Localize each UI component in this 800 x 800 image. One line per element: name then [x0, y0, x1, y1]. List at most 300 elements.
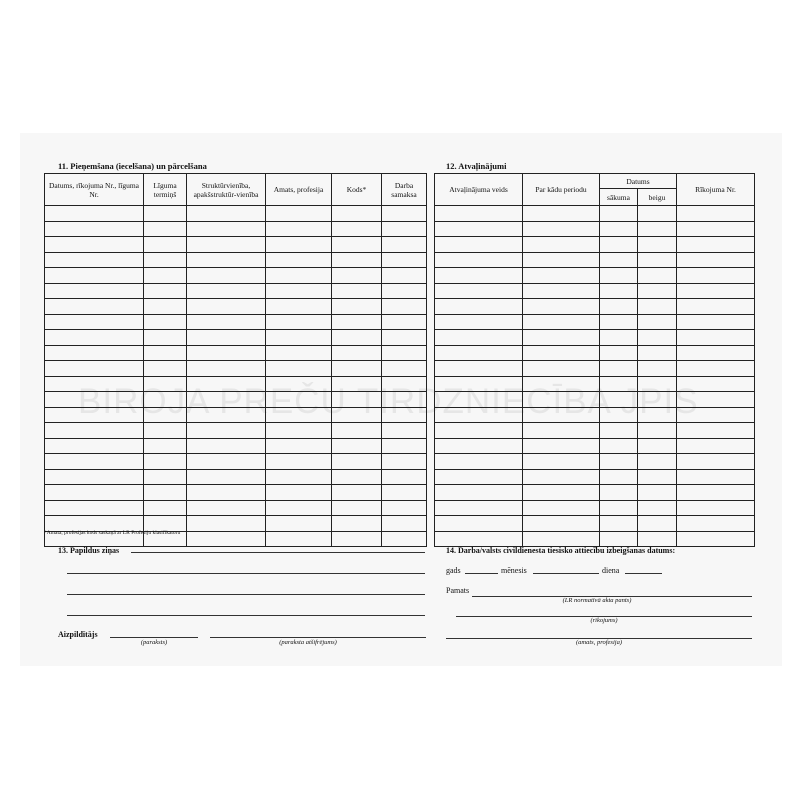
employment-cell[interactable]	[187, 469, 266, 485]
employment-cell[interactable]	[187, 407, 266, 423]
employment-cell[interactable]	[332, 454, 382, 470]
employment-cell[interactable]	[332, 407, 382, 423]
leave-cell[interactable]	[638, 469, 677, 485]
leave-row	[435, 299, 755, 315]
employment-cell[interactable]	[144, 330, 187, 346]
leave-cell[interactable]	[523, 407, 600, 423]
header-start: sākuma	[600, 189, 638, 206]
employment-cell[interactable]	[382, 268, 427, 284]
employment-cell[interactable]	[266, 345, 332, 361]
leave-cell[interactable]	[435, 283, 523, 299]
leave-cell[interactable]	[638, 407, 677, 423]
leave-cell[interactable]	[600, 206, 638, 222]
leave-cell[interactable]	[677, 469, 755, 485]
employment-cell[interactable]	[382, 423, 427, 439]
employment-cell[interactable]	[266, 206, 332, 222]
employment-row	[45, 485, 427, 501]
leave-cell[interactable]	[600, 392, 638, 408]
leave-cell[interactable]	[677, 438, 755, 454]
section-11-rows	[45, 206, 427, 547]
employment-cell[interactable]	[382, 314, 427, 330]
employment-cell[interactable]	[45, 485, 144, 501]
employment-row	[45, 221, 427, 237]
leave-cell[interactable]	[677, 392, 755, 408]
leave-cell[interactable]	[638, 237, 677, 253]
leave-cell[interactable]	[435, 438, 523, 454]
employment-cell[interactable]	[332, 531, 382, 547]
employment-cell[interactable]	[45, 423, 144, 439]
leave-cell[interactable]	[677, 345, 755, 361]
employment-cell[interactable]	[266, 283, 332, 299]
leave-cell[interactable]	[600, 438, 638, 454]
leave-cell[interactable]	[638, 485, 677, 501]
employment-cell[interactable]	[382, 500, 427, 516]
employment-cell[interactable]	[332, 500, 382, 516]
leave-cell[interactable]	[677, 531, 755, 547]
employment-row	[45, 206, 427, 222]
leave-cell[interactable]	[677, 314, 755, 330]
leave-cell[interactable]	[435, 206, 523, 222]
leave-cell[interactable]	[435, 423, 523, 439]
month-label: mēnesis	[501, 566, 527, 575]
employment-row	[45, 438, 427, 454]
header-period: Par kādu periodu	[523, 174, 600, 206]
leave-cell[interactable]	[435, 376, 523, 392]
employment-cell[interactable]	[266, 407, 332, 423]
leave-cell[interactable]	[435, 500, 523, 516]
leave-cell[interactable]	[638, 392, 677, 408]
employment-cell[interactable]	[332, 469, 382, 485]
employment-cell[interactable]	[382, 221, 427, 237]
leave-cell[interactable]	[677, 500, 755, 516]
employment-cell[interactable]	[187, 531, 266, 547]
leave-cell[interactable]	[435, 252, 523, 268]
leave-cell[interactable]	[638, 221, 677, 237]
employment-cell[interactable]	[187, 516, 266, 532]
month-line[interactable]	[533, 573, 599, 574]
employment-cell[interactable]	[266, 361, 332, 377]
leave-cell[interactable]	[677, 361, 755, 377]
leave-cell[interactable]	[523, 392, 600, 408]
employment-cell[interactable]	[382, 330, 427, 346]
employment-cell[interactable]	[45, 299, 144, 315]
leave-cell[interactable]	[677, 206, 755, 222]
employment-cell[interactable]	[45, 221, 144, 237]
leave-cell[interactable]	[638, 423, 677, 439]
employment-cell[interactable]	[266, 221, 332, 237]
leave-cell[interactable]	[600, 221, 638, 237]
employment-cell[interactable]	[45, 500, 144, 516]
leave-cell[interactable]	[523, 330, 600, 346]
employment-cell[interactable]	[332, 361, 382, 377]
leave-cell[interactable]	[638, 361, 677, 377]
leave-cell[interactable]	[677, 454, 755, 470]
employment-cell[interactable]	[266, 500, 332, 516]
leave-cell[interactable]	[600, 423, 638, 439]
leave-cell[interactable]	[600, 314, 638, 330]
leave-cell[interactable]	[638, 330, 677, 346]
leave-cell[interactable]	[677, 283, 755, 299]
employment-cell[interactable]	[332, 485, 382, 501]
act-caption: (LR normatīvā akta pants)	[562, 597, 632, 604]
employment-cell[interactable]	[266, 438, 332, 454]
employment-cell[interactable]	[187, 237, 266, 253]
leave-cell[interactable]	[435, 407, 523, 423]
leave-cell[interactable]	[523, 268, 600, 284]
leave-cell[interactable]	[638, 252, 677, 268]
additional-info-line-2[interactable]	[67, 573, 425, 574]
employment-cell[interactable]	[144, 407, 187, 423]
employment-cell[interactable]	[144, 268, 187, 284]
leave-cell[interactable]	[677, 423, 755, 439]
employment-cell[interactable]	[144, 314, 187, 330]
employment-row	[45, 237, 427, 253]
leave-cell[interactable]	[638, 516, 677, 532]
leave-cell[interactable]	[523, 376, 600, 392]
order-caption: (rīkojums)	[590, 617, 618, 624]
leave-cell[interactable]	[677, 221, 755, 237]
employment-cell[interactable]	[382, 454, 427, 470]
leave-cell[interactable]	[638, 299, 677, 315]
leave-cell[interactable]	[435, 531, 523, 547]
employment-cell[interactable]	[382, 299, 427, 315]
employment-cell[interactable]	[187, 314, 266, 330]
leave-cell[interactable]	[523, 237, 600, 253]
leave-cell[interactable]	[600, 252, 638, 268]
employment-cell[interactable]	[266, 268, 332, 284]
leave-cell[interactable]	[638, 454, 677, 470]
employment-cell[interactable]	[266, 454, 332, 470]
additional-info-line-1[interactable]	[131, 552, 425, 553]
employment-cell[interactable]	[187, 283, 266, 299]
leave-row	[435, 485, 755, 501]
employment-cell[interactable]	[266, 531, 332, 547]
leave-cell[interactable]	[523, 283, 600, 299]
leave-cell[interactable]	[677, 485, 755, 501]
employment-cell[interactable]	[382, 237, 427, 253]
header-date: Datums, rīkojuma Nr., līguma Nr.	[45, 174, 144, 206]
employment-cell[interactable]	[187, 268, 266, 284]
leave-cell[interactable]	[435, 345, 523, 361]
employment-cell[interactable]	[382, 206, 427, 222]
leave-cell[interactable]	[600, 376, 638, 392]
employment-row	[45, 500, 427, 516]
employment-cell[interactable]	[144, 516, 187, 532]
employment-cell[interactable]	[187, 361, 266, 377]
leave-row	[435, 423, 755, 439]
employment-cell[interactable]	[45, 438, 144, 454]
employment-cell[interactable]	[187, 345, 266, 361]
employment-cell[interactable]	[266, 392, 332, 408]
leave-cell[interactable]	[523, 252, 600, 268]
employment-cell[interactable]	[144, 361, 187, 377]
position-caption: (amats, profesija)	[576, 639, 622, 646]
header-position: Amats, profesija	[266, 174, 332, 206]
employment-cell[interactable]	[332, 438, 382, 454]
leave-row	[435, 330, 755, 346]
leave-cell[interactable]	[638, 268, 677, 284]
leave-cell[interactable]	[523, 500, 600, 516]
leave-cell[interactable]	[435, 454, 523, 470]
leave-cell[interactable]	[523, 516, 600, 532]
employment-cell[interactable]	[332, 392, 382, 408]
employment-row	[45, 314, 427, 330]
employment-row	[45, 376, 427, 392]
employment-cell[interactable]	[266, 423, 332, 439]
employment-cell[interactable]	[187, 330, 266, 346]
leave-row	[435, 206, 755, 222]
leave-cell[interactable]	[523, 206, 600, 222]
employment-cell[interactable]	[382, 345, 427, 361]
employment-cell[interactable]	[45, 268, 144, 284]
leave-cell[interactable]	[600, 516, 638, 532]
leave-row	[435, 500, 755, 516]
signature-line[interactable]	[110, 637, 198, 638]
leave-row	[435, 221, 755, 237]
employment-cell[interactable]	[45, 345, 144, 361]
employment-cell[interactable]	[187, 423, 266, 439]
leave-cell[interactable]	[435, 268, 523, 284]
header-unit: Struktūrvienība, apakšstruktūr-vienība	[187, 174, 266, 206]
employment-cell[interactable]	[144, 237, 187, 253]
leave-cell[interactable]	[677, 407, 755, 423]
leave-row	[435, 314, 755, 330]
leave-cell[interactable]	[677, 237, 755, 253]
employment-cell[interactable]	[382, 485, 427, 501]
leave-row	[435, 268, 755, 284]
leave-row	[435, 283, 755, 299]
leave-cell[interactable]	[523, 314, 600, 330]
year-line[interactable]	[465, 573, 498, 574]
employment-cell[interactable]	[45, 376, 144, 392]
employment-cell[interactable]	[45, 237, 144, 253]
leave-cell[interactable]	[638, 206, 677, 222]
employment-cell[interactable]	[266, 237, 332, 253]
leave-cell[interactable]	[523, 438, 600, 454]
header-pay: Darba samaksa	[382, 174, 427, 206]
employment-cell[interactable]	[332, 206, 382, 222]
employment-cell[interactable]	[187, 206, 266, 222]
employment-cell[interactable]	[187, 252, 266, 268]
leave-cell[interactable]	[677, 330, 755, 346]
additional-info-line-4[interactable]	[67, 615, 425, 616]
leave-cell[interactable]	[600, 500, 638, 516]
employment-cell[interactable]	[382, 361, 427, 377]
employment-cell[interactable]	[266, 330, 332, 346]
leave-cell[interactable]	[600, 268, 638, 284]
leave-cell[interactable]	[677, 268, 755, 284]
employment-cell[interactable]	[144, 376, 187, 392]
leave-cell[interactable]	[523, 485, 600, 501]
employment-cell[interactable]	[45, 252, 144, 268]
employment-cell[interactable]	[45, 392, 144, 408]
employment-cell[interactable]	[266, 314, 332, 330]
employment-cell[interactable]	[45, 283, 144, 299]
leave-cell[interactable]	[638, 531, 677, 547]
employment-cell[interactable]	[45, 330, 144, 346]
leave-cell[interactable]	[600, 345, 638, 361]
employment-cell[interactable]	[266, 469, 332, 485]
section-12-rows	[435, 206, 755, 547]
leave-cell[interactable]	[600, 469, 638, 485]
employment-row	[45, 516, 427, 532]
header-code: Kods*	[332, 174, 382, 206]
additional-info-line-3[interactable]	[67, 594, 425, 595]
leave-row	[435, 345, 755, 361]
leave-cell[interactable]	[600, 237, 638, 253]
employment-cell[interactable]	[332, 252, 382, 268]
leave-cell[interactable]	[600, 283, 638, 299]
employment-cell[interactable]	[144, 423, 187, 439]
employment-cell[interactable]	[266, 516, 332, 532]
employment-cell[interactable]	[187, 392, 266, 408]
section-13-title: 13. Papildus ziņas	[58, 546, 120, 555]
leave-cell[interactable]	[435, 392, 523, 408]
leave-cell[interactable]	[435, 516, 523, 532]
leave-cell[interactable]	[523, 454, 600, 470]
employment-cell[interactable]	[332, 423, 382, 439]
employment-cell[interactable]	[144, 345, 187, 361]
employment-row	[45, 330, 427, 346]
leave-cell[interactable]	[677, 516, 755, 532]
employment-cell[interactable]	[266, 485, 332, 501]
leave-row	[435, 252, 755, 268]
employment-cell[interactable]	[266, 299, 332, 315]
leave-cell[interactable]	[435, 221, 523, 237]
day-line[interactable]	[625, 573, 662, 574]
leave-cell[interactable]	[677, 299, 755, 315]
leave-cell[interactable]	[523, 531, 600, 547]
employment-cell[interactable]	[332, 330, 382, 346]
employment-cell[interactable]	[332, 345, 382, 361]
employment-cell[interactable]	[187, 438, 266, 454]
leave-cell[interactable]	[600, 407, 638, 423]
leave-cell[interactable]	[600, 485, 638, 501]
employment-cell[interactable]	[382, 438, 427, 454]
employment-cell[interactable]	[144, 500, 187, 516]
signature-decode-caption: (paraksta atšifrējums)	[279, 639, 337, 646]
leave-cell[interactable]	[435, 237, 523, 253]
employment-cell[interactable]	[382, 516, 427, 532]
leave-cell[interactable]	[638, 438, 677, 454]
employment-row	[45, 407, 427, 423]
employment-cell[interactable]	[187, 454, 266, 470]
leave-cell[interactable]	[435, 469, 523, 485]
employment-cell[interactable]	[144, 299, 187, 315]
employment-cell[interactable]	[187, 485, 266, 501]
employment-cell[interactable]	[187, 376, 266, 392]
employment-cell[interactable]	[332, 268, 382, 284]
employment-cell[interactable]	[266, 252, 332, 268]
employment-row	[45, 454, 427, 470]
employment-cell[interactable]	[332, 299, 382, 315]
employment-cell[interactable]	[332, 221, 382, 237]
employment-cell[interactable]	[45, 206, 144, 222]
leave-cell[interactable]	[677, 376, 755, 392]
leave-cell[interactable]	[638, 345, 677, 361]
employment-cell[interactable]	[332, 516, 382, 532]
employment-cell[interactable]	[187, 221, 266, 237]
employment-cell[interactable]	[382, 252, 427, 268]
employment-cell[interactable]	[187, 299, 266, 315]
leave-cell[interactable]	[600, 299, 638, 315]
section-11-table	[44, 173, 427, 547]
employment-cell[interactable]	[45, 314, 144, 330]
leave-cell[interactable]	[677, 252, 755, 268]
leave-cell[interactable]	[638, 376, 677, 392]
employment-cell[interactable]	[144, 485, 187, 501]
signature-caption: (paraksts)	[140, 639, 168, 646]
employment-cell[interactable]	[144, 283, 187, 299]
leave-cell[interactable]	[523, 221, 600, 237]
leave-cell[interactable]	[435, 330, 523, 346]
leave-cell[interactable]	[435, 314, 523, 330]
employment-cell[interactable]	[144, 469, 187, 485]
leave-cell[interactable]	[600, 531, 638, 547]
leave-cell[interactable]	[523, 299, 600, 315]
leave-cell[interactable]	[523, 361, 600, 377]
employment-cell[interactable]	[382, 469, 427, 485]
leave-cell[interactable]	[523, 423, 600, 439]
employment-cell[interactable]	[382, 531, 427, 547]
employment-cell[interactable]	[382, 283, 427, 299]
employment-cell[interactable]	[144, 206, 187, 222]
signature-decode-line[interactable]	[210, 637, 426, 638]
employment-cell[interactable]	[332, 314, 382, 330]
employment-cell[interactable]	[266, 376, 332, 392]
employment-cell[interactable]	[332, 237, 382, 253]
section-11-title: 11. Pieņemšana (iecelšana) un pārcelšana	[58, 161, 207, 171]
employment-cell[interactable]	[332, 376, 382, 392]
employment-row	[45, 252, 427, 268]
footnote: *Amata, profesijas kods saskaņā ar LR Profesiju klasifikatoru	[44, 530, 181, 536]
watermark: BIROJA PREČU TIRDZNIECĪBA JPIS	[78, 382, 699, 421]
employment-cell[interactable]	[187, 500, 266, 516]
leave-row	[435, 516, 755, 532]
employment-cell[interactable]	[382, 407, 427, 423]
employment-cell[interactable]	[45, 469, 144, 485]
leave-row	[435, 454, 755, 470]
leave-cell[interactable]	[600, 330, 638, 346]
leave-row	[435, 438, 755, 454]
leave-cell[interactable]	[638, 500, 677, 516]
employment-cell[interactable]	[45, 361, 144, 377]
employment-cell[interactable]	[45, 407, 144, 423]
employment-cell[interactable]	[144, 252, 187, 268]
leave-cell[interactable]	[435, 361, 523, 377]
header-dates: Datums	[600, 174, 677, 189]
leave-cell[interactable]	[600, 454, 638, 470]
employment-cell[interactable]	[45, 454, 144, 470]
employment-cell[interactable]	[45, 516, 144, 532]
header-end: beigu	[638, 189, 677, 206]
leave-cell[interactable]	[435, 485, 523, 501]
employment-cell[interactable]	[332, 283, 382, 299]
employment-cell[interactable]	[144, 438, 187, 454]
leave-cell[interactable]	[523, 469, 600, 485]
employment-cell[interactable]	[144, 221, 187, 237]
employment-cell[interactable]	[382, 376, 427, 392]
leave-cell[interactable]	[638, 283, 677, 299]
employment-cell[interactable]	[382, 392, 427, 408]
employment-cell[interactable]	[144, 392, 187, 408]
leave-cell[interactable]	[523, 345, 600, 361]
leave-cell[interactable]	[638, 314, 677, 330]
leave-cell[interactable]	[600, 361, 638, 377]
employment-cell[interactable]	[144, 454, 187, 470]
leave-cell[interactable]	[435, 299, 523, 315]
header-leave-type: Atvaļinājuma veids	[435, 174, 523, 206]
